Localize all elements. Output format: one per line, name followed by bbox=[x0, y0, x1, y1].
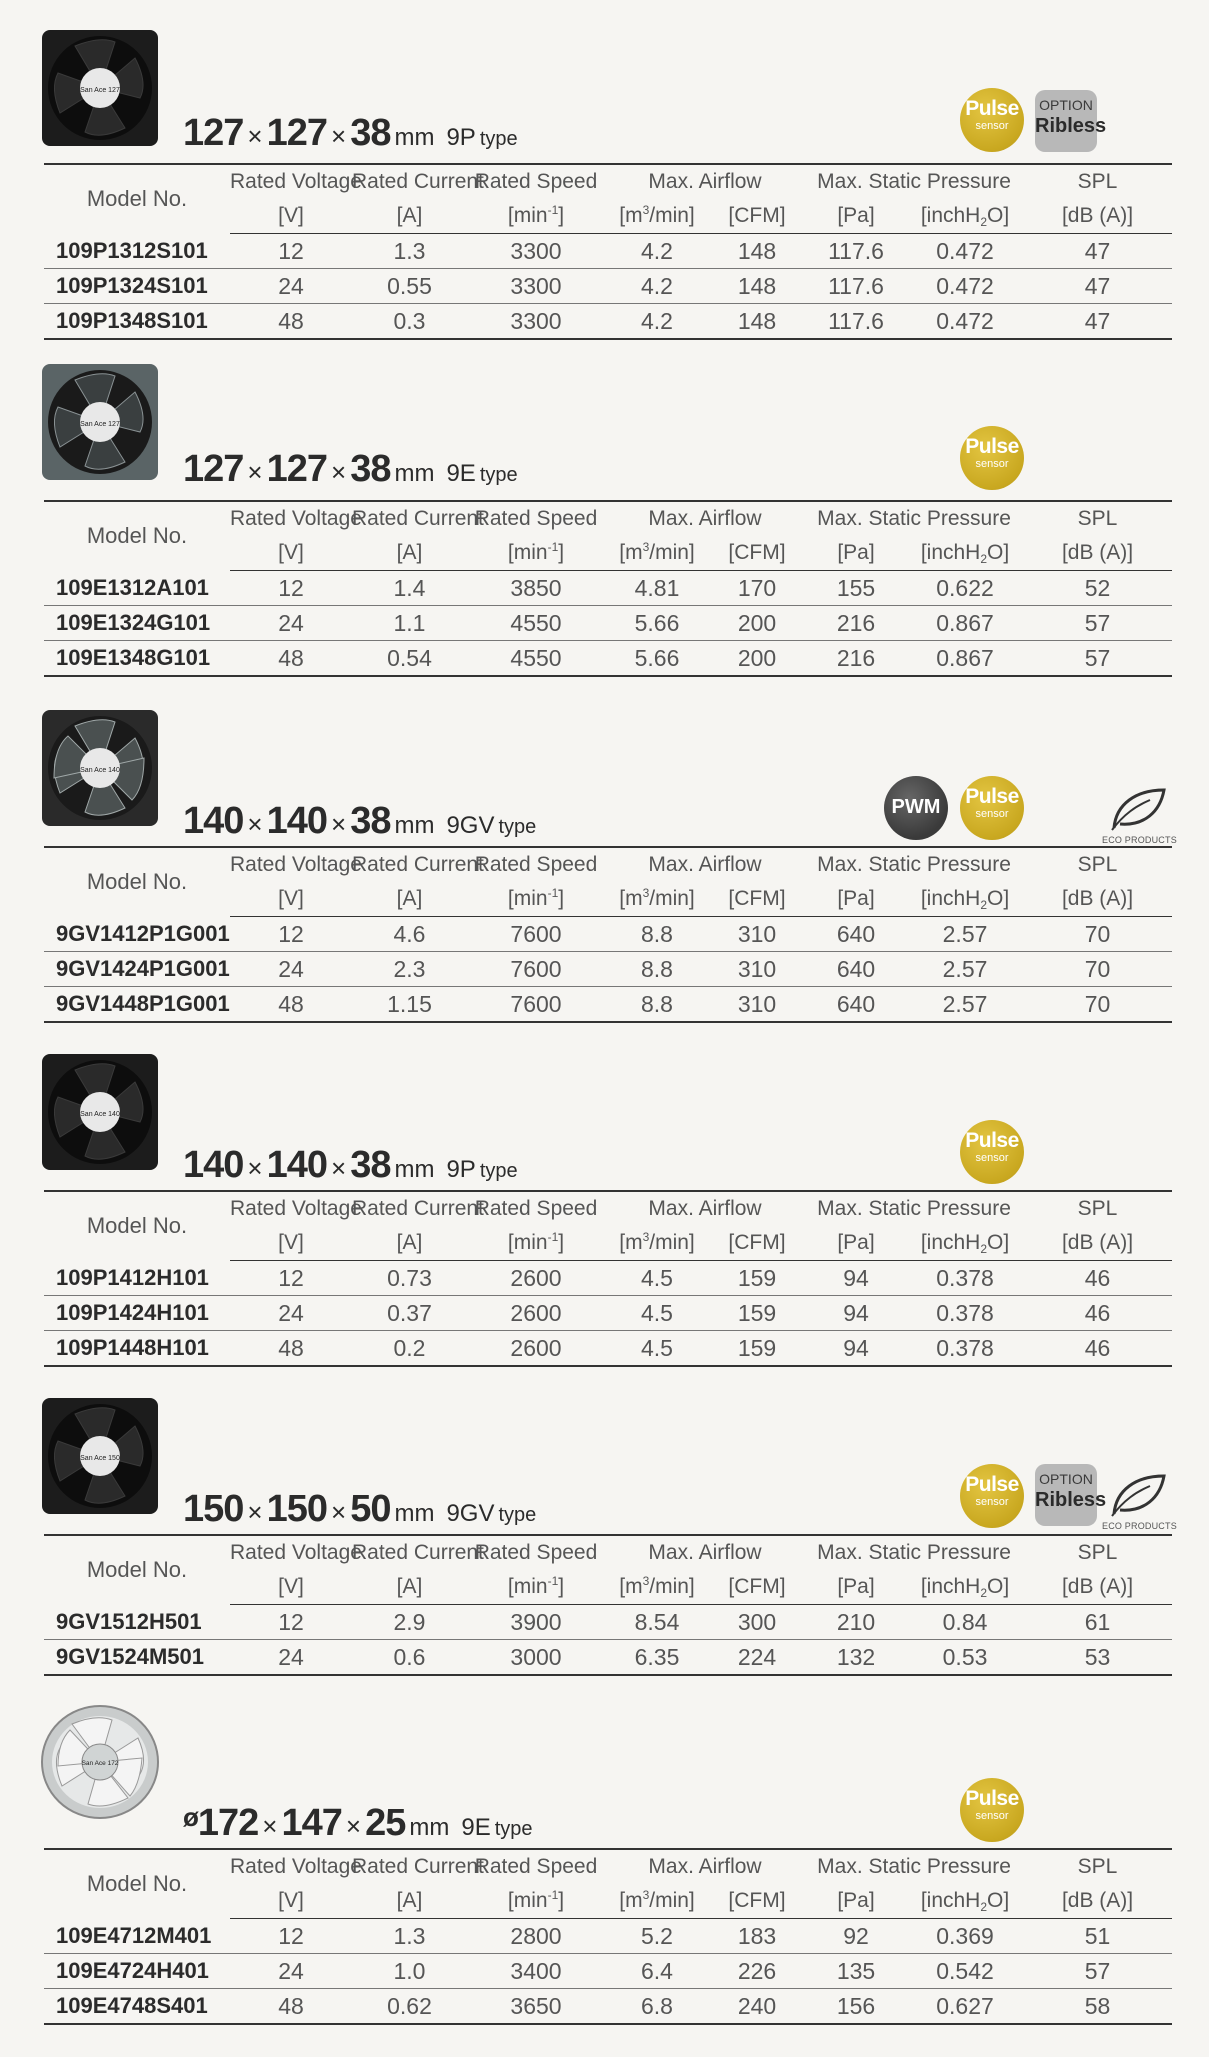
dim-depth: 25 bbox=[365, 1802, 406, 1844]
option-ribless-badge: OPTION Ribless bbox=[1035, 1464, 1097, 1526]
table-row: 9GV1448P1G001 48 1.15 7600 8.8 310 640 2.57 70 bbox=[56, 990, 1111, 1017]
dim-depth: 50 bbox=[350, 1488, 391, 1530]
leaf-icon bbox=[1106, 1470, 1170, 1518]
type-model: 9P bbox=[446, 1156, 476, 1183]
header-model-no: Model No. bbox=[86, 186, 188, 212]
fan-square-icon bbox=[40, 28, 160, 148]
table-row: 109E4748S401 48 0.62 3650 6.8 240 156 0.627 58 bbox=[56, 1992, 1111, 2019]
fan-square-icon bbox=[40, 708, 160, 828]
table-row: 9GV1412P1G001 12 4.6 7600 8.8 310 640 2.57 70 bbox=[44, 917, 1172, 952]
dim-width: 140 bbox=[183, 1144, 244, 1186]
dim-height: 147 bbox=[281, 1802, 342, 1844]
table-row: 109P1424H101 24 0.37 2600 4.5 159 94 0.378 46 bbox=[44, 1296, 1172, 1331]
size-title: 127 × 127 × 38 mm 9E type bbox=[183, 448, 518, 490]
table-row: 109E4712M401 12 1.3 2800 5.2 183 92 0.369 51 bbox=[44, 1919, 1172, 1954]
fan-square-icon bbox=[40, 1052, 160, 1172]
dim-width: 127 bbox=[183, 448, 244, 490]
dim-height: 140 bbox=[266, 800, 327, 842]
header-model-no: Model No. bbox=[86, 1557, 188, 1583]
type-model: 9E bbox=[461, 1814, 491, 1841]
pulse-sensor-badge: Pulse sensor bbox=[960, 1464, 1024, 1528]
eco-products-badge: ECO PRODUCTS bbox=[1102, 1470, 1174, 1536]
type-model: 9E bbox=[446, 460, 476, 487]
dim-height: 140 bbox=[266, 1144, 327, 1186]
table-row: 109P1348S101 48 0.3 3300 4.2 148 117.6 0.472 47 bbox=[56, 307, 1111, 334]
leaf-icon bbox=[1106, 784, 1170, 832]
svg-text:San Ace 127: San Ace 127 bbox=[80, 421, 120, 428]
svg-text:San Ace 172: San Ace 172 bbox=[81, 1760, 119, 1767]
table-row: 9GV1524M501 24 0.6 3000 6.35 224 132 0.53 53 bbox=[56, 1643, 1111, 1670]
size-title: 140 × 140 × 38 mm 9GV type bbox=[183, 800, 537, 842]
type-model: 9GV bbox=[446, 1500, 495, 1527]
svg-text:San Ace 127: San Ace 127 bbox=[80, 87, 120, 94]
pwm-badge: PWM bbox=[884, 776, 948, 840]
header-model-no: Model No. bbox=[86, 1871, 188, 1897]
diameter-symbol: ø bbox=[183, 1802, 198, 1832]
size-title: ø172 × 147 × 25 mm 9E type bbox=[183, 1802, 533, 1844]
size-title: 150 × 150 × 50 mm 9GV type bbox=[183, 1488, 537, 1530]
table-row: 109P1324S101 24 0.55 3300 4.2 148 117.6 0.472 47 bbox=[44, 269, 1172, 304]
fan-round-icon bbox=[40, 1702, 160, 1822]
spec-table: Model No. Rated Voltage Rated Current Rated Speed Max. Airflow Max. Static Pressure SPL [V] [A] $[\min^{-1}]$ $[m^3/\min]$ [CFM] [Pa] [inchH2O] [dB (A)] 109E1312A101 12 1.4 3850 4.81 170 155 0.622 52 109E1324G101 24 1.1 4550 5.66 200 216 0.867 57 109E1348G101 48 0.54 4550 5.66 200 216 0.867 57 bbox=[44, 500, 1172, 677]
svg-text:San Ace 140: San Ace 140 bbox=[80, 1111, 120, 1118]
type-model: 9GV bbox=[446, 812, 495, 839]
size-title: 127 × 127 × 38 mm 9P type bbox=[183, 112, 518, 154]
dim-width: 127 bbox=[183, 112, 244, 154]
spec-table: Model No. Rated Voltage Rated Current Rated Speed Max. Airflow Max. Static Pressure SPL [V] [A] $[\min^{-1}]$ $[m^3/\min]$ [CFM] [Pa] [inchH2O] [dB (A)] 109P1412H101 12 0.73 2600 4.5 159 94 0.378 46 109P1424H101 24 0.37 2600 4.5 159 94 0.378 46 109P1448H101 48 0.2 2600 4.5 159 94 0.378 46 bbox=[44, 1190, 1172, 1367]
table-row: 109E1312A101 12 1.4 3850 4.81 170 155 0.622 52 bbox=[44, 571, 1172, 606]
fan-square-icon bbox=[40, 1396, 160, 1516]
type-model: 9P bbox=[446, 124, 476, 151]
spec-table: Model No. Rated Voltage Rated Current Rated Speed Max. Airflow Max. Static Pressure SPL [V] [A] $[\min^{-1}]$ $[m^3/\min]$ [CFM] [Pa] [inchH2O] [dB (A)] 9GV1512H501 12 2.9 3900 8.54 300 210 0.84 61 9GV1524M501 24 0.6 3000 6.35 224 132 0.53 53 bbox=[44, 1534, 1172, 1676]
table-row: 109P1448H101 48 0.2 2600 4.5 159 94 0.378 46 bbox=[56, 1334, 1111, 1361]
dim-width: 140 bbox=[183, 800, 244, 842]
spec-table: Model No. Rated Voltage Rated Current Rated Speed Max. Airflow Max. Static Pressure SPL [V] [A] $[\min^{-1}]$ $[m^3/\min]$ [CFM] [Pa] [inchH2O] [dB (A)] 109P1312S101 12 1.3 3300 4.2 148 117.6 0.472 47 109P1324S101 24 0.55 3300 4.2 148 117.6 0.472 47 109P1348S101 48 0.3 3300 4.2 148 117.6 0.472 47 bbox=[44, 163, 1172, 340]
table-row: 109P1312S101 12 1.3 3300 4.2 148 117.6 0.472 47 bbox=[44, 234, 1172, 269]
dim-height: 127 bbox=[266, 448, 327, 490]
table-row: 109E1324G101 24 1.1 4550 5.66 200 216 0.867 57 bbox=[44, 606, 1172, 641]
table-row: 9GV1424P1G001 24 2.3 7600 8.8 310 640 2.57 70 bbox=[44, 952, 1172, 987]
dim-depth: 38 bbox=[350, 800, 391, 842]
dim-depth: 38 bbox=[350, 1144, 391, 1186]
pulse-sensor-badge: Pulse sensor bbox=[960, 88, 1024, 152]
option-ribless-badge: OPTION Ribless bbox=[1035, 90, 1097, 152]
header-model-no: Model No. bbox=[86, 523, 188, 549]
table-row: 109P1412H101 12 0.73 2600 4.5 159 94 0.378 46 bbox=[44, 1261, 1172, 1296]
spec-table: Model No. Rated Voltage Rated Current Rated Speed Max. Airflow Max. Static Pressure SPL [V] [A] $[\min^{-1}]$ $[m^3/\min]$ [CFM] [Pa] [inchH2O] [dB (A)] 9GV1412P1G001 12 4.6 7600 8.8 310 640 2.57 70 9GV1424P1G001 24 2.3 7600 8.8 310 640 2.57 70 9GV1448P1G001 48 1.15 7600 8.8 310 640 2.57 70 bbox=[44, 846, 1172, 1023]
svg-text:San Ace 150: San Ace 150 bbox=[80, 1455, 120, 1462]
dim-height: 127 bbox=[266, 112, 327, 154]
table-row: 109E1348G101 48 0.54 4550 5.66 200 216 0.867 57 bbox=[56, 644, 1111, 671]
spec-table: Model No. Rated Voltage Rated Current Rated Speed Max. Airflow Max. Static Pressure SPL [V] [A] $[\min^{-1}]$ $[m^3/\min]$ [CFM] [Pa] [inchH2O] [dB (A)] 109E4712M401 12 1.3 2800 5.2 183 92 0.369 51 109E4724H401 24 1.0 3400 6.4 226 135 0.542 57 109E4748S401 48 0.62 3650 6.8 240 156 0.627 58 bbox=[44, 1848, 1172, 2025]
fan-square-icon bbox=[40, 362, 160, 482]
pulse-sensor-badge: Pulse sensor bbox=[960, 1778, 1024, 1842]
pulse-sensor-badge: Pulse sensor bbox=[960, 1120, 1024, 1184]
dim-depth: 38 bbox=[350, 448, 391, 490]
dim-width: 172 bbox=[197, 1802, 259, 1844]
pulse-sensor-badge: Pulse sensor bbox=[960, 426, 1024, 490]
table-row: 109E4724H401 24 1.0 3400 6.4 226 135 0.542 57 bbox=[44, 1954, 1172, 1989]
header-model-no: Model No. bbox=[86, 869, 188, 895]
dim-depth: 38 bbox=[350, 112, 391, 154]
eco-products-badge: ECO PRODUCTS bbox=[1102, 784, 1174, 850]
dim-height: 150 bbox=[266, 1488, 327, 1530]
size-title: 140 × 140 × 38 mm 9P type bbox=[183, 1144, 518, 1186]
table-row: 9GV1512H501 12 2.9 3900 8.54 300 210 0.84 61 bbox=[44, 1605, 1172, 1640]
pulse-sensor-badge: Pulse sensor bbox=[960, 776, 1024, 840]
header-model-no: Model No. bbox=[86, 1213, 188, 1239]
svg-text:San Ace 140: San Ace 140 bbox=[80, 767, 120, 774]
dim-width: 150 bbox=[183, 1488, 244, 1530]
